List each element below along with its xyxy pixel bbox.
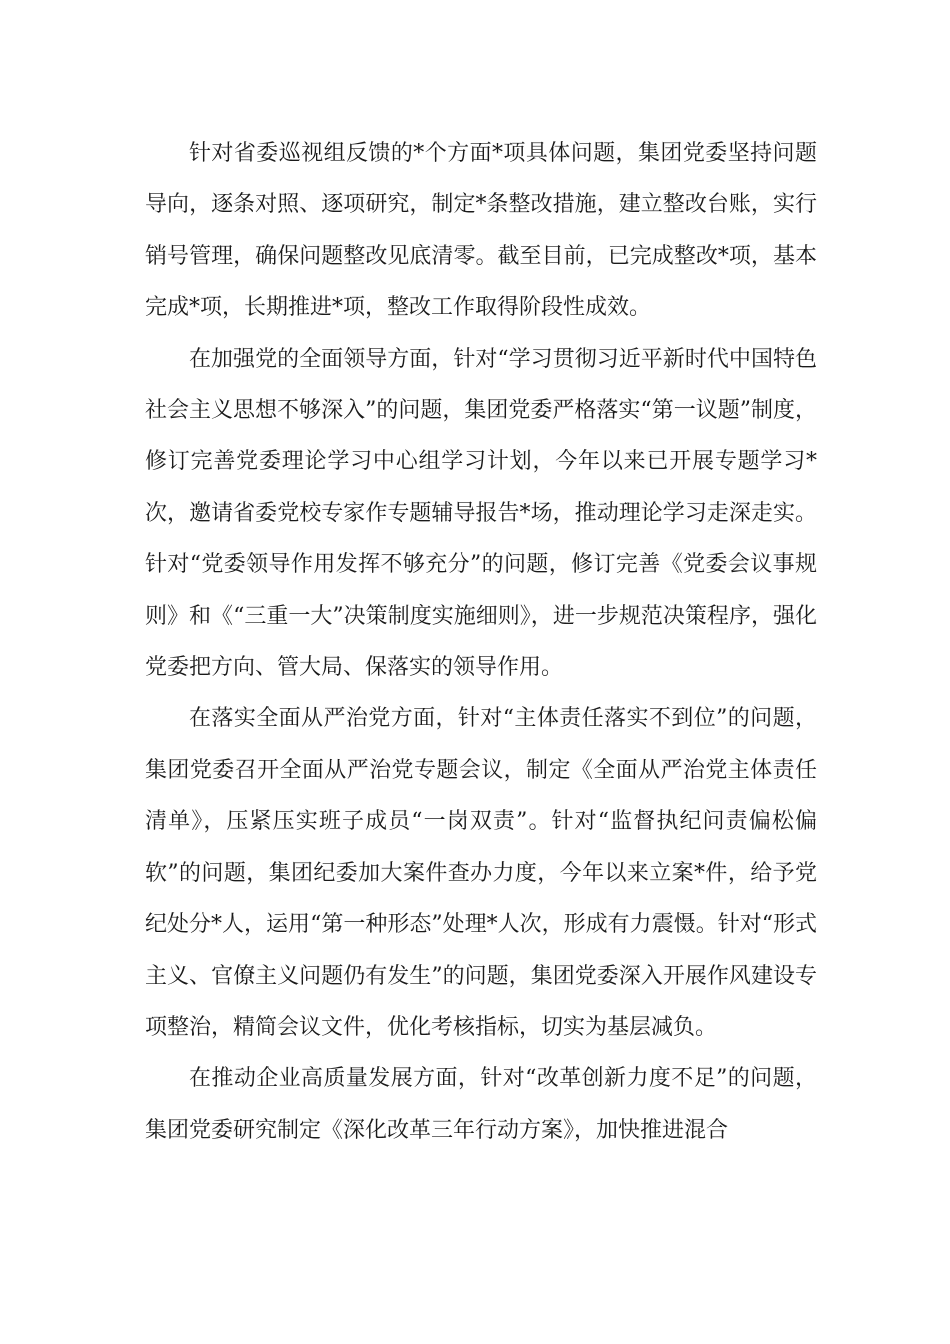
paragraph-high-quality-development: 在推动企业高质量发展方面，针对“改革创新力度不足”的问题，集团党委研究制定《深化改革三年行动方案》，加快推进混合 (145, 1066, 817, 1143)
paragraph-strict-governance: 在落实全面从严治党方面，针对“主体责任落实不到位”的问题，集团党委召开全面从严治党专题会议，制定《全面从严治党主体责任清单》，压紧压实班子成员“一岗双责”。针对“监督执纪问责偏松偏软”的问题，集团纪委加大案件查办力度，今年以来立案*件，给予党纪处分*人，运用“第一种形态”处理*人次，形成有力震慑。针对“形式主义、官僚主义问题仍有发生”的问题，集团党委深入开展作风建设专项整治，精简会议文件，优化考核指标，切实为基层减负。 (145, 706, 817, 1040)
paragraph-rectification-overview: 针对省委巡视组反馈的*个方面*项具体问题，集团党委坚持问题导向，逐条对照、逐项研究，制定*条整改措施，建立整改台账，实行销号管理，确保问题整改见底清零。截至目前，已完成整改*项，基本完成*项，长期推进*项，整改工作取得阶段性成效。 (145, 141, 817, 321)
paragraph-party-leadership: 在加强党的全面领导方面，针对“学习贯彻习近平新时代中国特色社会主义思想不够深入”的问题，集团党委严格落实“第一议题”制度，修订完善党委理论学习中心组学习计划，今年以来已开展专题学习*次，邀请省委党校专家作专题辅导报告*场，推动理论学习走深走实。针对“党委领导作用发挥不够充分”的问题，修订完善《党委会议事规则》和《“三重一大”决策制度实施细则》，进一步规范决策程序，强化党委把方向、管大局、保落实的领导作用。 (145, 346, 817, 681)
document-body (145, 128, 817, 1156)
